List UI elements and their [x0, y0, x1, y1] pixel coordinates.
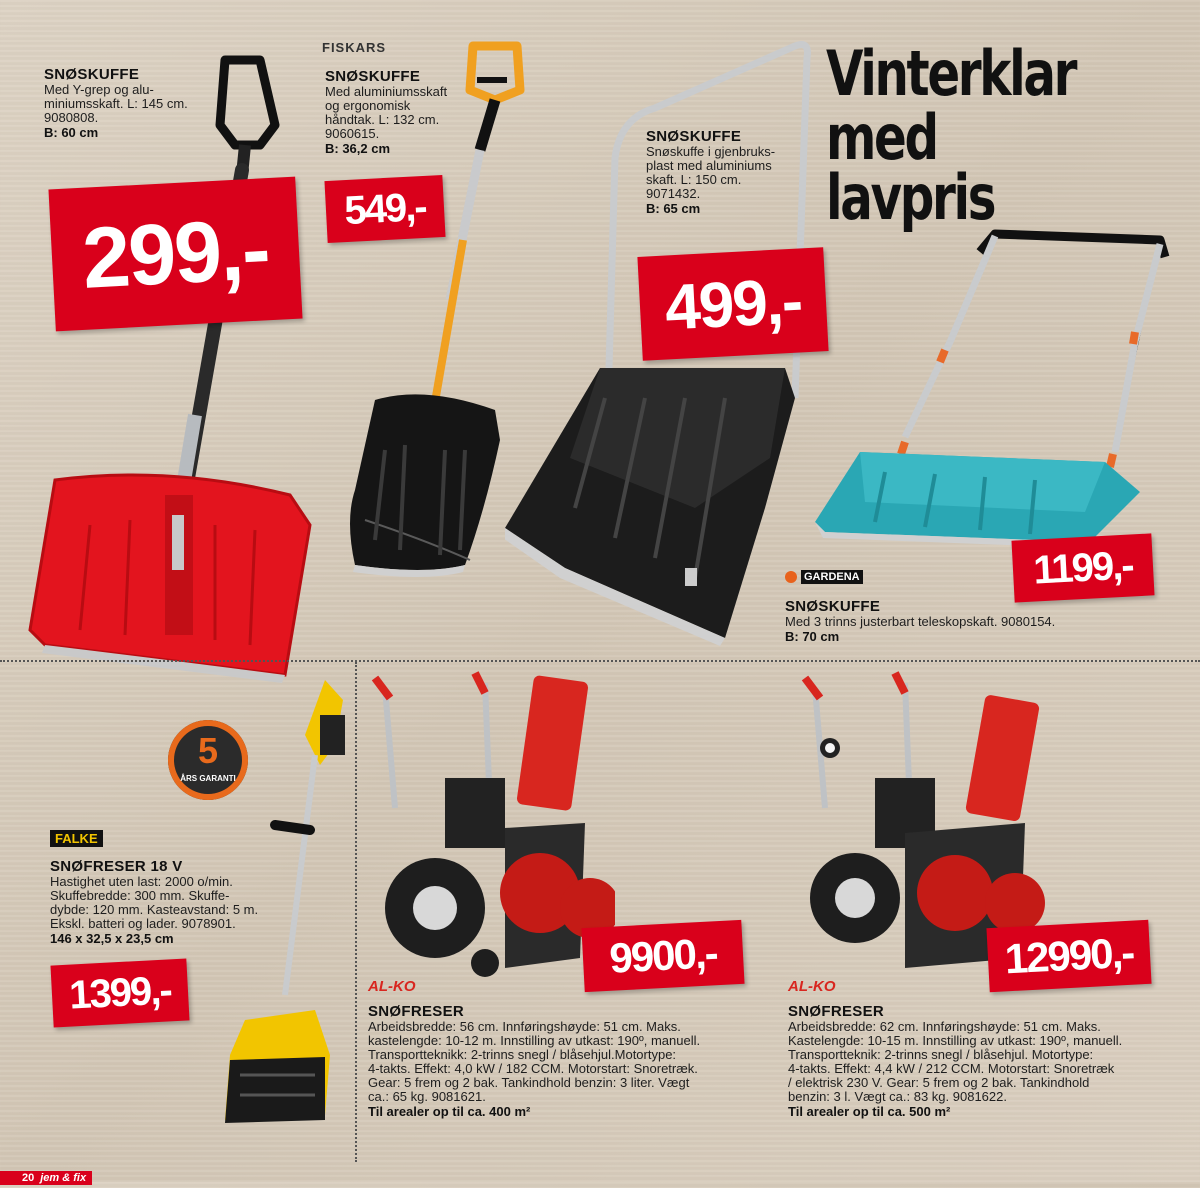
- gardena-sun-icon: [785, 571, 797, 583]
- red-shovel-image: [20, 55, 320, 685]
- price-value: 1199,-: [1032, 542, 1134, 593]
- fiskars-shovel-image: [345, 40, 525, 580]
- price-tag: [1011, 533, 1154, 602]
- price-value: 549,-: [343, 184, 427, 233]
- headline-line2: med lavpris: [826, 101, 995, 234]
- product-description: Snøskuffe i gjenbruks- plast med aluminiums skaft. L: 150 cm. 9071432.: [646, 144, 776, 201]
- price-tag: [581, 920, 744, 992]
- product-thrower-falke: [50, 858, 290, 946]
- alko-snow-thrower-image: [365, 668, 615, 988]
- product-title: SNØSKUFFE: [325, 68, 421, 85]
- product-dimension: B: 60 cm: [44, 125, 99, 140]
- teal-snow-pusher-image: [805, 222, 1175, 562]
- product-dimension: B: 36,2 cm: [325, 141, 391, 156]
- horizontal-divider: [0, 660, 1200, 662]
- product-description: Med 3 trinns justerbart teleskopskaft. 9080154.: [785, 614, 1056, 629]
- product-title: SNØFRESER: [788, 1003, 885, 1020]
- price-tag: [324, 175, 445, 243]
- price-value: 1399,-: [68, 967, 172, 1018]
- product-dimension: B: 65 cm: [646, 201, 701, 216]
- price-value: 9900,-: [608, 929, 718, 982]
- alko-logo: AL-KO: [368, 978, 416, 995]
- product-dimension: B: 70 cm: [785, 629, 840, 644]
- product-title: SNØSKUFFE: [785, 598, 881, 615]
- product-title: SNØFRESER: [368, 1003, 465, 1020]
- product-description: Arbeidsbredde: 56 cm. Innføringshøyde: 51 cm. Maks. kastelengde: 10-12 m. Innstilling av utkast: 190º, manuell. Transportteknikk: 2-trinns snegl / blåsehjul.Motortype: 4-takts. Effekt: 4,0 kW / 182 CCM. Motorstart: Snoretræk. Gear: 5 frem og 2 bak. Tankindhold benzin: 3 liter. Vægt ca.: 65 kg. 9081621.: [368, 1019, 701, 1104]
- product-title: SNØSKUFFE: [646, 128, 742, 145]
- price-value: 12990,-: [1003, 928, 1135, 983]
- product-title: SNØSKUFFE: [44, 66, 140, 83]
- headline-line1: Vinterklar: [826, 37, 1076, 110]
- price-tag: [48, 177, 302, 332]
- product-area: Til arealer op til ca. 400 m²: [368, 1104, 531, 1119]
- page-footer: [0, 1168, 92, 1188]
- fiskars-logo: FISKARS: [322, 40, 387, 55]
- price-value: 499,-: [663, 264, 803, 344]
- price-tag: [50, 958, 189, 1027]
- product-description: Med Y-grep og alu- miniumsskaft. L: 145 cm. 9080808.: [44, 82, 188, 125]
- product-description: Med aluminiumsskaft og ergonomisk håndtak. L: 132 cm. 9060615.: [325, 84, 448, 141]
- product-description: Arbeidsbredde: 62 cm. Innføringshøyde: 51 cm. Maks. Kastelengde: 10-15 m. Innstilling av utkast: 190º, manuell. Transportteknik: 2-trinns snegl / blåsehjul. Motortype: 4-takts. Effekt: 4,4 kW / 212 CCM. Motorstart: Snoretræk / elektrisk 230 V. Gear: 5 frem og 2 bak. Tankindhold benzin: 3 l. Vægt ca.: 83 kg. 9081622.: [788, 1019, 1123, 1104]
- falke-logo: FALKE: [50, 830, 103, 847]
- headline: [826, 37, 1118, 234]
- alko-logo: AL-KO: [788, 978, 836, 995]
- page-number: 20: [0, 1171, 38, 1185]
- product-title: SNØFRESER 18 V: [50, 858, 183, 875]
- price-value: 299,-: [80, 200, 271, 307]
- product-description: Hastighet uten last: 2000 o/min. Skuffebredde: 300 mm. Skuffe- dybde: 120 mm. Kasteavstand: 5 m. Ekskl. batteri og lader. 9078901.: [50, 874, 259, 931]
- footer-brand: jem & fix: [38, 1171, 92, 1185]
- gardena-logo: GARDENA: [785, 570, 863, 584]
- product-shovel-sled: [646, 128, 816, 216]
- warranty-text: ÅRS GARANTI: [180, 774, 236, 783]
- product-thrower-alko-2: [788, 1003, 1188, 1119]
- warranty-years: 5: [197, 730, 219, 771]
- price-tag: [986, 920, 1151, 992]
- product-shovel-gardena: [785, 598, 1165, 644]
- product-area: Til arealer op til ca. 500 m²: [788, 1104, 951, 1119]
- price-tag: [637, 247, 828, 361]
- product-dimension: 146 x 32,5 x 23,5 cm: [50, 931, 174, 946]
- product-thrower-alko-1: [368, 1003, 788, 1119]
